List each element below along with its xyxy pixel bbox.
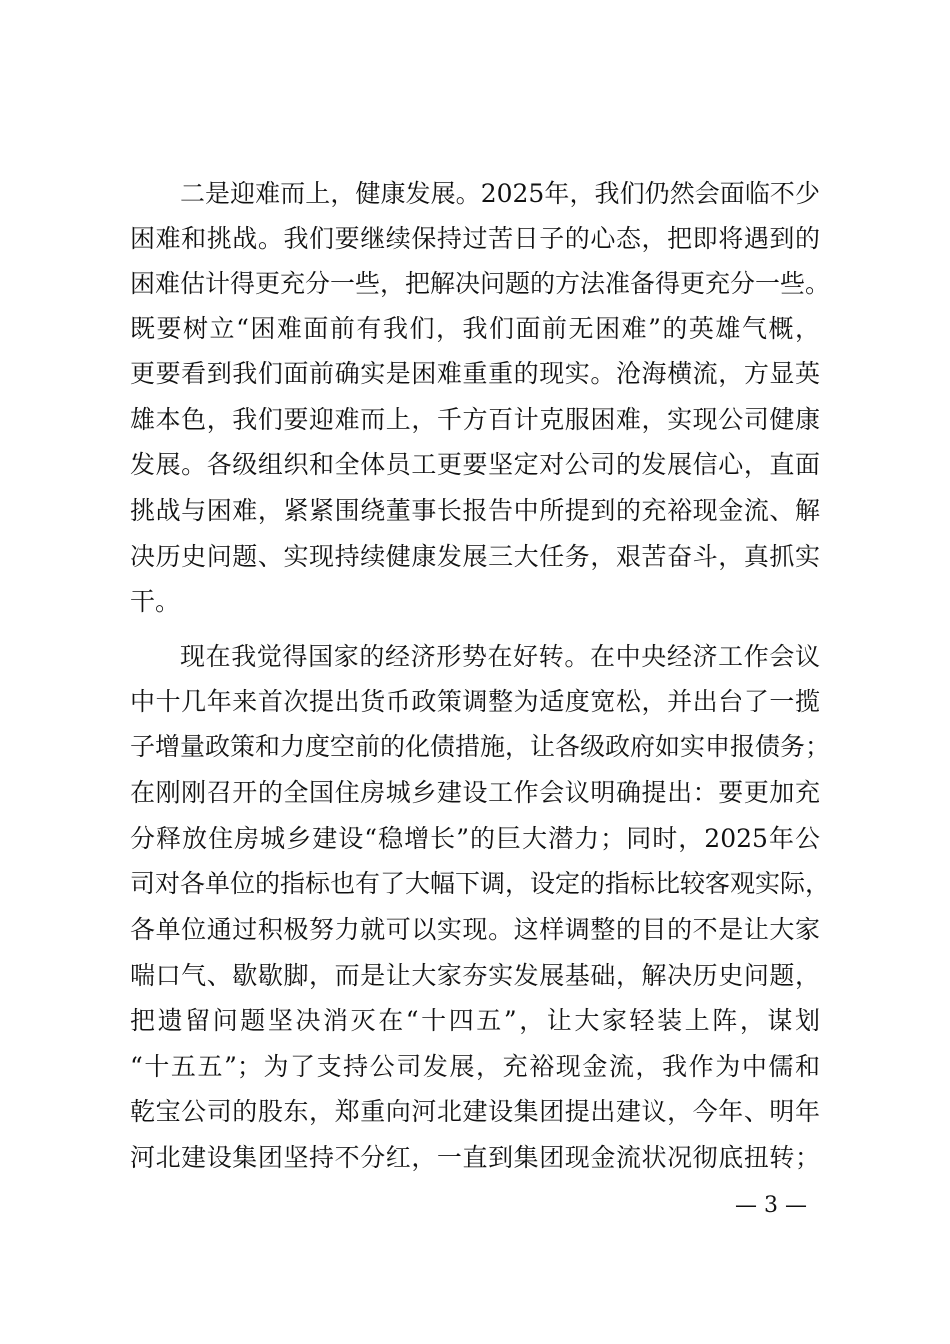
- paragraph-1-line-6: 雄本色，我们要迎难而上，千方百计克服困难，实现公司健康: [130, 405, 820, 434]
- paragraph-2-line-4: 在刚刚召开的全国住房城乡建设工作会议明确提出：要更加充: [130, 778, 820, 807]
- paragraph-1-line-7: 发展。各级组织和全体员工更要坚定对公司的发展信心，直面: [130, 450, 820, 479]
- paragraph-2-line-6: 司对各单位的指标也有了大幅下调，设定的指标比较客观实际，: [130, 869, 831, 898]
- page-number: — 3 —: [735, 1193, 807, 1218]
- paragraph-2-line-8: 喘口气、歇歇脚，而是让大家夯实发展基础，解决历史问题，: [130, 961, 820, 990]
- paragraph-1-line-5: 更要看到我们面前确实是困难重重的现实。沧海横流，方显英: [130, 359, 820, 388]
- paragraph-2-line-1: 现在我觉得国家的经济形势在好转。在中央经济工作会议: [180, 642, 820, 671]
- paragraph-1-line-10: 干。: [130, 587, 181, 616]
- paragraph-1-line-8: 挑战与困难，紧紧围绕董事长报告中所提到的充裕现金流、解: [130, 496, 820, 525]
- paragraph-1-line-9: 决历史问题、实现持续健康发展三大任务，艰苦奋斗，真抓实: [130, 542, 820, 571]
- paragraph-2-line-11: 乾宝公司的股东，郑重向河北建设集团提出建议，今年、明年: [130, 1097, 820, 1126]
- paragraph-2-line-10: “十五五”；为了支持公司发展，充裕现金流，我作为中儒和: [130, 1052, 820, 1081]
- paragraph-2-line-2: 中十几年来首次提出货币政策调整为适度宽松，并出台了一揽: [130, 687, 820, 716]
- paragraph-2-line-7: 各单位通过积极努力就可以实现。这样调整的目的不是让大家: [130, 915, 820, 944]
- paragraph-1-line-4: 既要树立“困难面前有我们，我们面前无困难”的英雄气概，: [130, 314, 820, 343]
- paragraph-2-line-9: 把遗留问题坚决消灭在“十四五”，让大家轻装上阵，谋划: [130, 1006, 820, 1035]
- paragraph-1-line-2: 困难和挑战。我们要继续保持过苦日子的心态，把即将遇到的: [130, 224, 820, 253]
- paragraph-2-line-5: 分释放住房城乡建设“稳增长”的巨大潜力；同时，2025年公: [130, 824, 820, 853]
- paragraph-2-line-12: 河北建设集团坚持不分红，一直到集团现金流状况彻底扭转；: [130, 1143, 820, 1172]
- paragraph-1-line-3: 困难估计得更充分一些，把解决问题的方法准备得更充分一些。: [130, 269, 831, 298]
- paragraph-2-line-3: 子增量政策和力度空前的化债措施，让各级政府如实申报债务；: [130, 732, 831, 761]
- paragraph-1-line-1: 二是迎难而上，健康发展。2025年，我们仍然会面临不少: [180, 179, 820, 208]
